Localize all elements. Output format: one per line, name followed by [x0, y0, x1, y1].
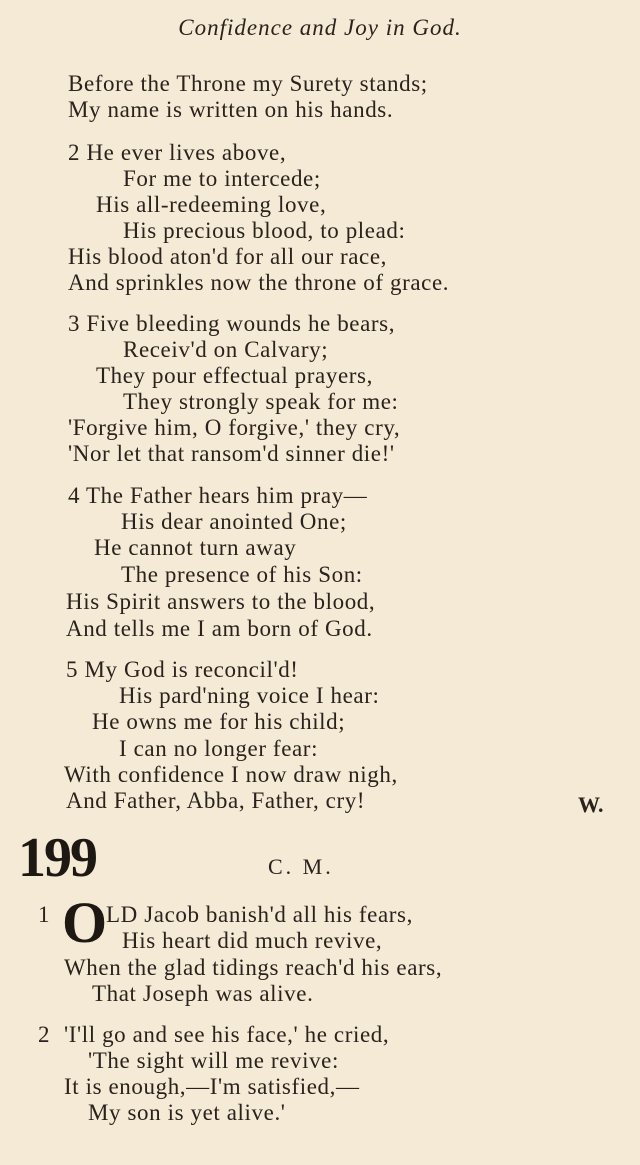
page-header: Confidence and Joy in God.: [178, 15, 462, 40]
verse-line: 3 Five bleeding wounds he bears,: [68, 311, 396, 336]
verse-line: LD Jacob banish'd all his fears,: [106, 902, 413, 927]
verse-line: His blood aton'd for all our race,: [68, 244, 387, 269]
verse-line: That Joseph was alive.: [92, 981, 314, 1006]
verse-line: His heart did much revive,: [122, 928, 383, 953]
verse-line: The presence of his Son:: [121, 562, 363, 587]
verse-line: And tells me I am born of God.: [66, 616, 373, 641]
verse-line: 'I'll go and see his face,' he cried,: [64, 1022, 390, 1047]
verse-line: For me to intercede;: [123, 166, 321, 191]
verse-line: 4 The Father hears him pray—: [68, 483, 368, 508]
verse-line: Receiv'd on Calvary;: [123, 337, 329, 362]
verse-line: They pour effectual prayers,: [96, 363, 373, 388]
verse-line: Before the Throne my Surety stands;: [68, 71, 428, 96]
verse-line: And Father, Abba, Father, cry!: [66, 788, 366, 813]
hymn-meter: C. M.: [268, 854, 334, 879]
verse-line: His Spirit answers to the blood,: [66, 589, 376, 614]
verse-line: His precious blood, to plead:: [123, 218, 406, 243]
hymn-number: 199: [18, 827, 96, 889]
verse-line: He cannot turn away: [94, 535, 297, 560]
verse-line: It is enough,—I'm satisfied,—: [64, 1074, 360, 1099]
verse-line: My name is written on his hands.: [68, 97, 394, 122]
verse-line: 'The sight will me revive:: [88, 1048, 339, 1073]
verse-line: With confidence I now draw nigh,: [64, 762, 398, 787]
verse-line: 5 My God is reconcil'd!: [66, 657, 299, 682]
stanza-number: 2: [38, 1022, 50, 1047]
verse-line: 'Forgive him, O forgive,' they cry,: [68, 415, 401, 440]
author-initial: W.: [578, 792, 604, 817]
stanza-number: 1: [38, 902, 50, 927]
verse-line: 2 He ever lives above,: [68, 140, 287, 165]
verse-line: I can no longer fear:: [119, 736, 319, 761]
verse-line: His all-redeeming love,: [96, 192, 327, 217]
verse-line: His dear anointed One;: [121, 509, 347, 534]
drop-cap: O: [62, 890, 108, 955]
verse-line: And sprinkles now the throne of grace.: [68, 270, 450, 295]
verse-line: When the glad tidings reach'd his ears,: [64, 955, 443, 980]
verse-line: My son is yet alive.': [88, 1100, 286, 1125]
verse-line: They strongly speak for me:: [123, 389, 399, 414]
verse-line: He owns me for his child;: [92, 709, 346, 734]
verse-line: 'Nor let that ransom'd sinner die!': [68, 441, 395, 466]
verse-line: His pard'ning voice I hear:: [119, 683, 380, 708]
